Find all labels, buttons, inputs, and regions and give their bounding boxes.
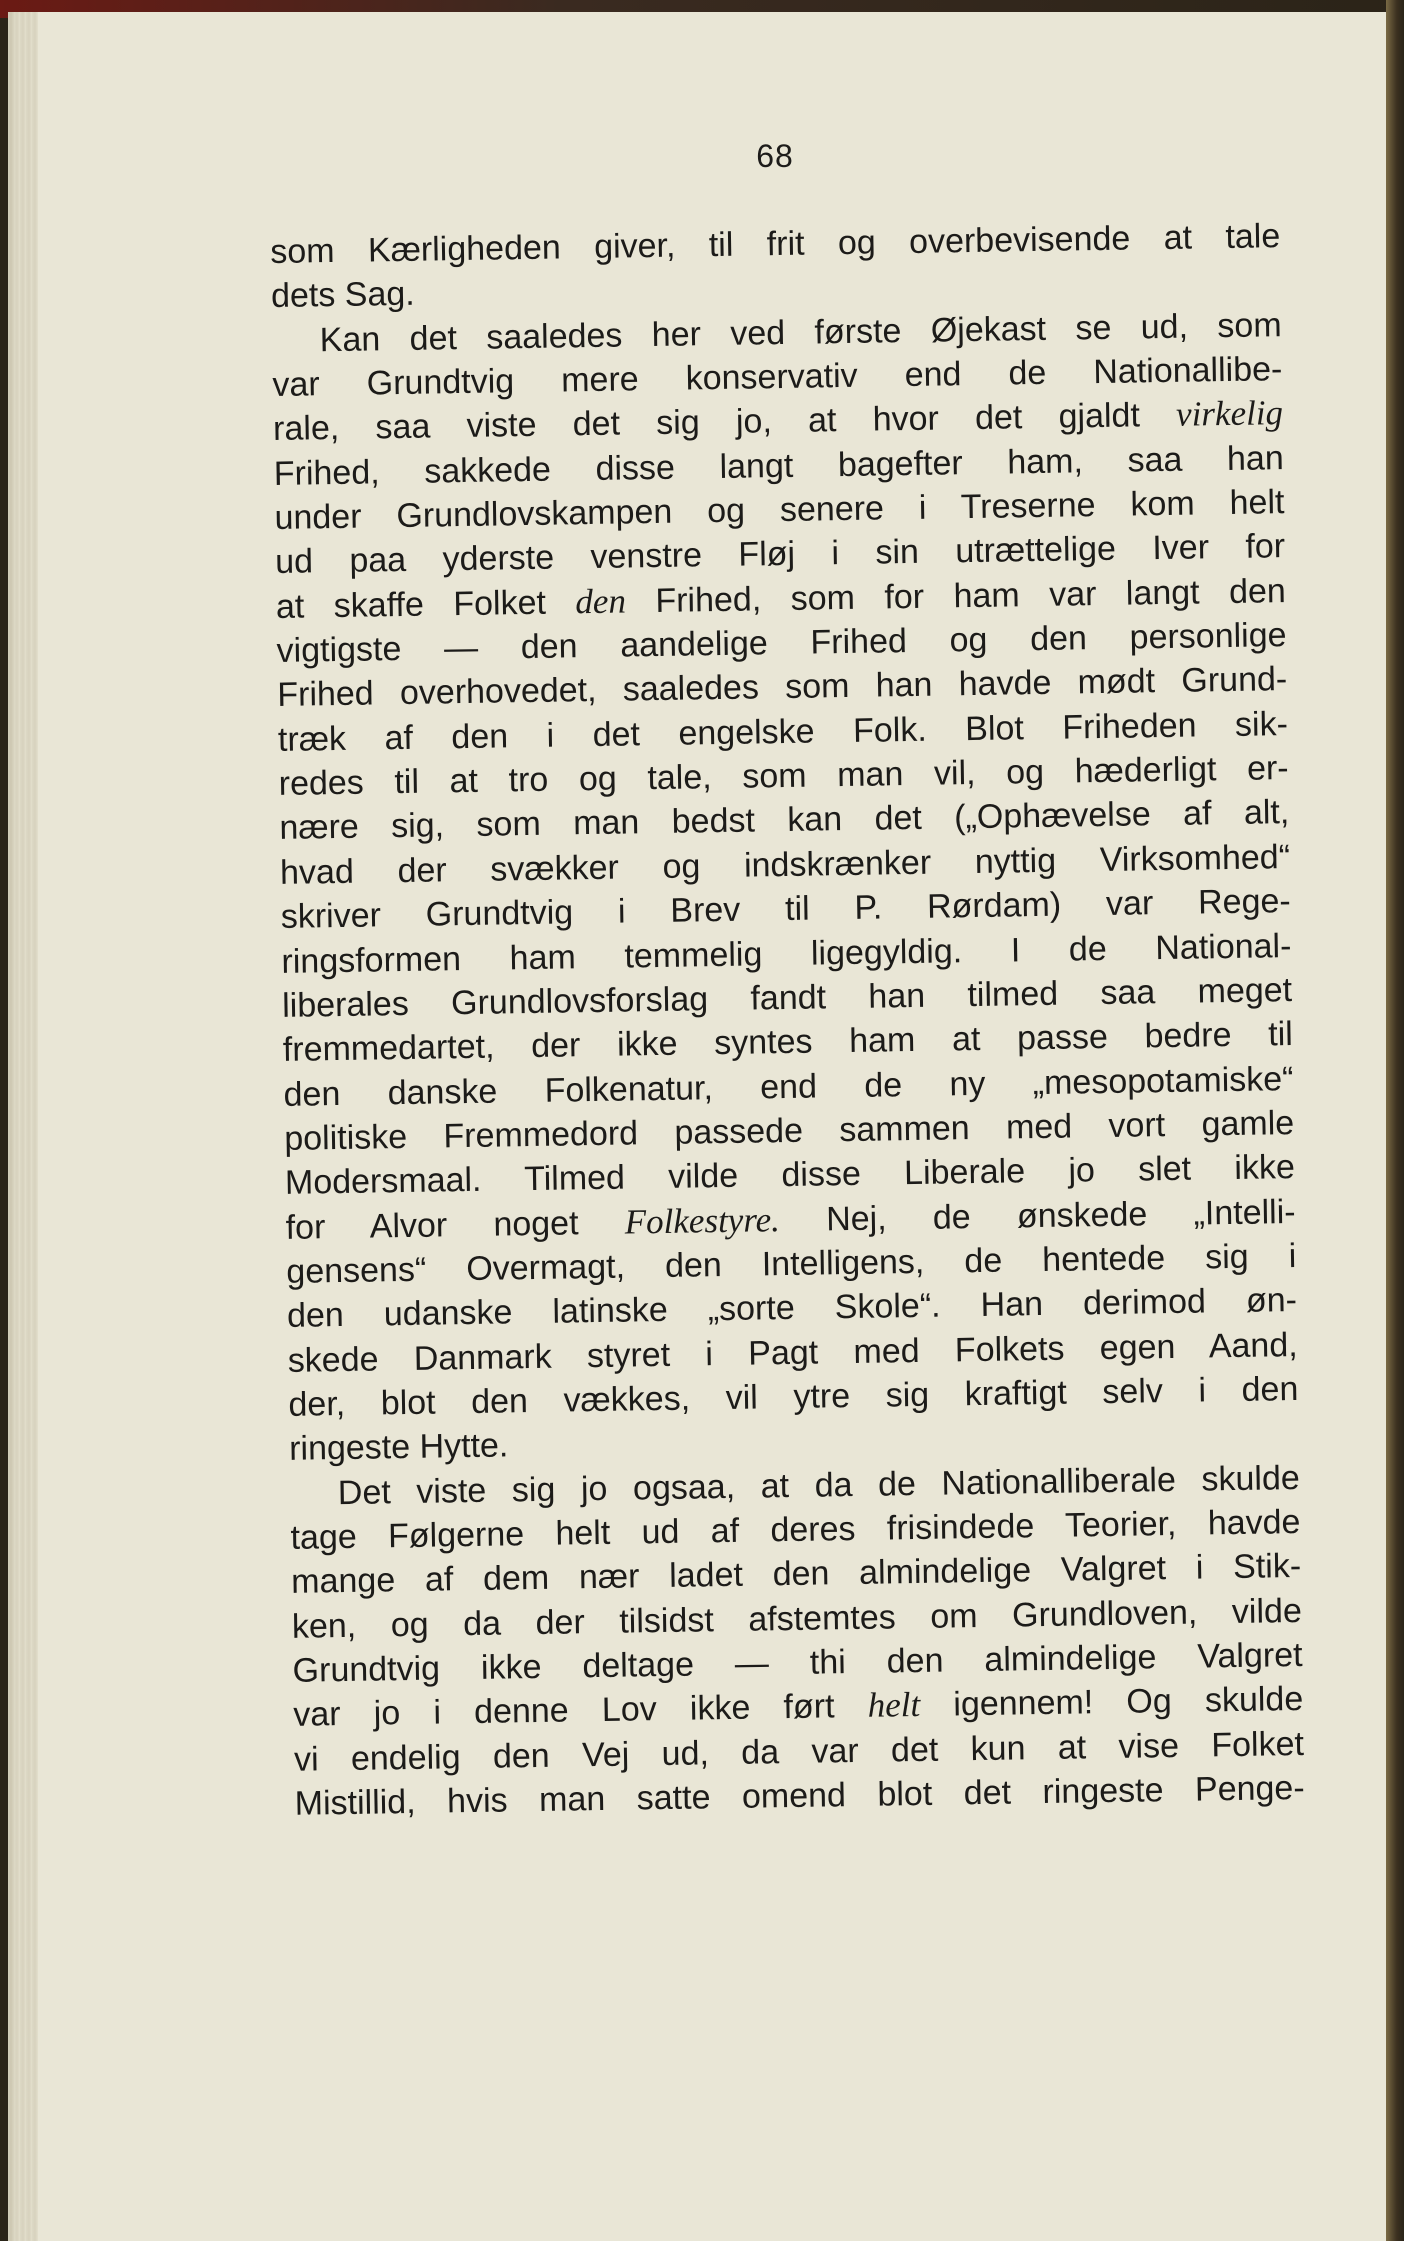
text-line: mange af dem nær ladet den almindelige Valgret i Stik- [290,1547,1302,1602]
text-line: vigtigste — den aandelige Frihed og den personlige [276,616,1287,671]
text-line: under Grundlovskampen og senere i Treserne kom helt [274,483,1285,538]
text-line: for Alvor noget Folkestyre. Nej, de ønskede „Intelli- [285,1192,1296,1247]
text-line: der, blot den vækkes, vil ytre sig kraftigt selv i den [288,1369,1299,1424]
text-line: skede Danmark styret i Pagt med Folkets egen Aand, [287,1325,1298,1380]
text-line: ud paa yderste venstre Fløj i sin utrættelige Iver for [274,527,1286,582]
text-line: liberales Grundlovsforslag fandt han tilmed saa meget [281,970,1293,1025]
text-line: Kan det saaledes her ved første Øjekast se ud, som [319,305,1282,359]
book-cover-edge-right [1386,0,1404,2241]
text-line: ringeste Hytte. [288,1426,509,1469]
text-line: politiske Fremmedord passede sammen med vort gamle [283,1103,1295,1158]
emphasis-word: helt [867,1685,921,1726]
page-number: 68 [756,138,794,174]
text-line: træk af den i det engelske Folk. Blot Friheden sik- [277,704,1289,759]
text-line: den udanske latinske „sorte Skole“. Han derimod øn- [286,1281,1298,1336]
text-line: var Grundtvig mere konservativ end de Nationallibe- [272,350,1283,405]
text-line: var jo i denne Lov ikke ført helt igennem! Og skulde [293,1680,1304,1735]
page-binding-gutter [8,12,38,2241]
text-line: rale, saa viste det sig jo, at hvor det gjaldt virkelig [272,393,1284,449]
text-line: som Kærligheden giver, til frit og overbevisende at tale [270,217,1281,271]
text-line: gensens“ Overmagt, den Intelligens, de hentede sig i [286,1236,1297,1291]
text-line: dets Sag. [270,275,415,316]
text-line: Modersmaal. Tilmed vilde disse Liberale jo slet ikke [284,1148,1296,1203]
text-line: at skaffe Folket den Frihed, som for ham var langt den [275,571,1287,626]
text-line: vi endelig den Vej ud, da var det kun at vise Folket [293,1724,1305,1779]
text-line: redes til at tro og tale, som man vil, og hæderligt er- [278,749,1289,804]
emphasis-word: virkelig [1175,393,1284,435]
text-line: tage Følgerne helt ud af deres frisindede Teorier, havde [290,1502,1301,1557]
text-line: ringsformen ham temmelig ligegyldig. I de National- [281,926,1292,981]
emphasis-word: Folkestyre. [624,1199,781,1242]
text-line: ken, og da der tilsidst afstemtes om Grundloven, vilde [291,1591,1303,1646]
text-line: fremmedartet, der ikke syntes ham at passe bedre til [282,1015,1294,1070]
text-line: Mistillid, hvis man satte omend blot det ringeste Penge- [294,1768,1305,1823]
text-line: nære sig, som man bedst kan det („Ophævelse af alt, [279,793,1290,848]
text-line: Grundtvig ikke deltage — thi den almindelige Valgret [292,1635,1303,1690]
text-line: Frihed overhovedet, saaledes som han havde mødt Grund- [277,660,1288,715]
text-line: den danske Folkenatur, end de ny „mesopotamiske“ [283,1059,1294,1114]
text-line: skriver Grundtvig i Brev til P. Rørdam) var Rege- [280,882,1291,937]
body-text [270,214,1305,1826]
text-line: hvad der svækker og indskrænker nyttig Virksomhed“ [279,837,1291,892]
text-line: Frihed, sakkede disse langt bagefter ham, saa han [273,438,1285,493]
emphasis-word: den [575,581,627,621]
text-line: Det viste sig jo ogsaa, at da de Nationalliberale skulde [337,1458,1301,1512]
